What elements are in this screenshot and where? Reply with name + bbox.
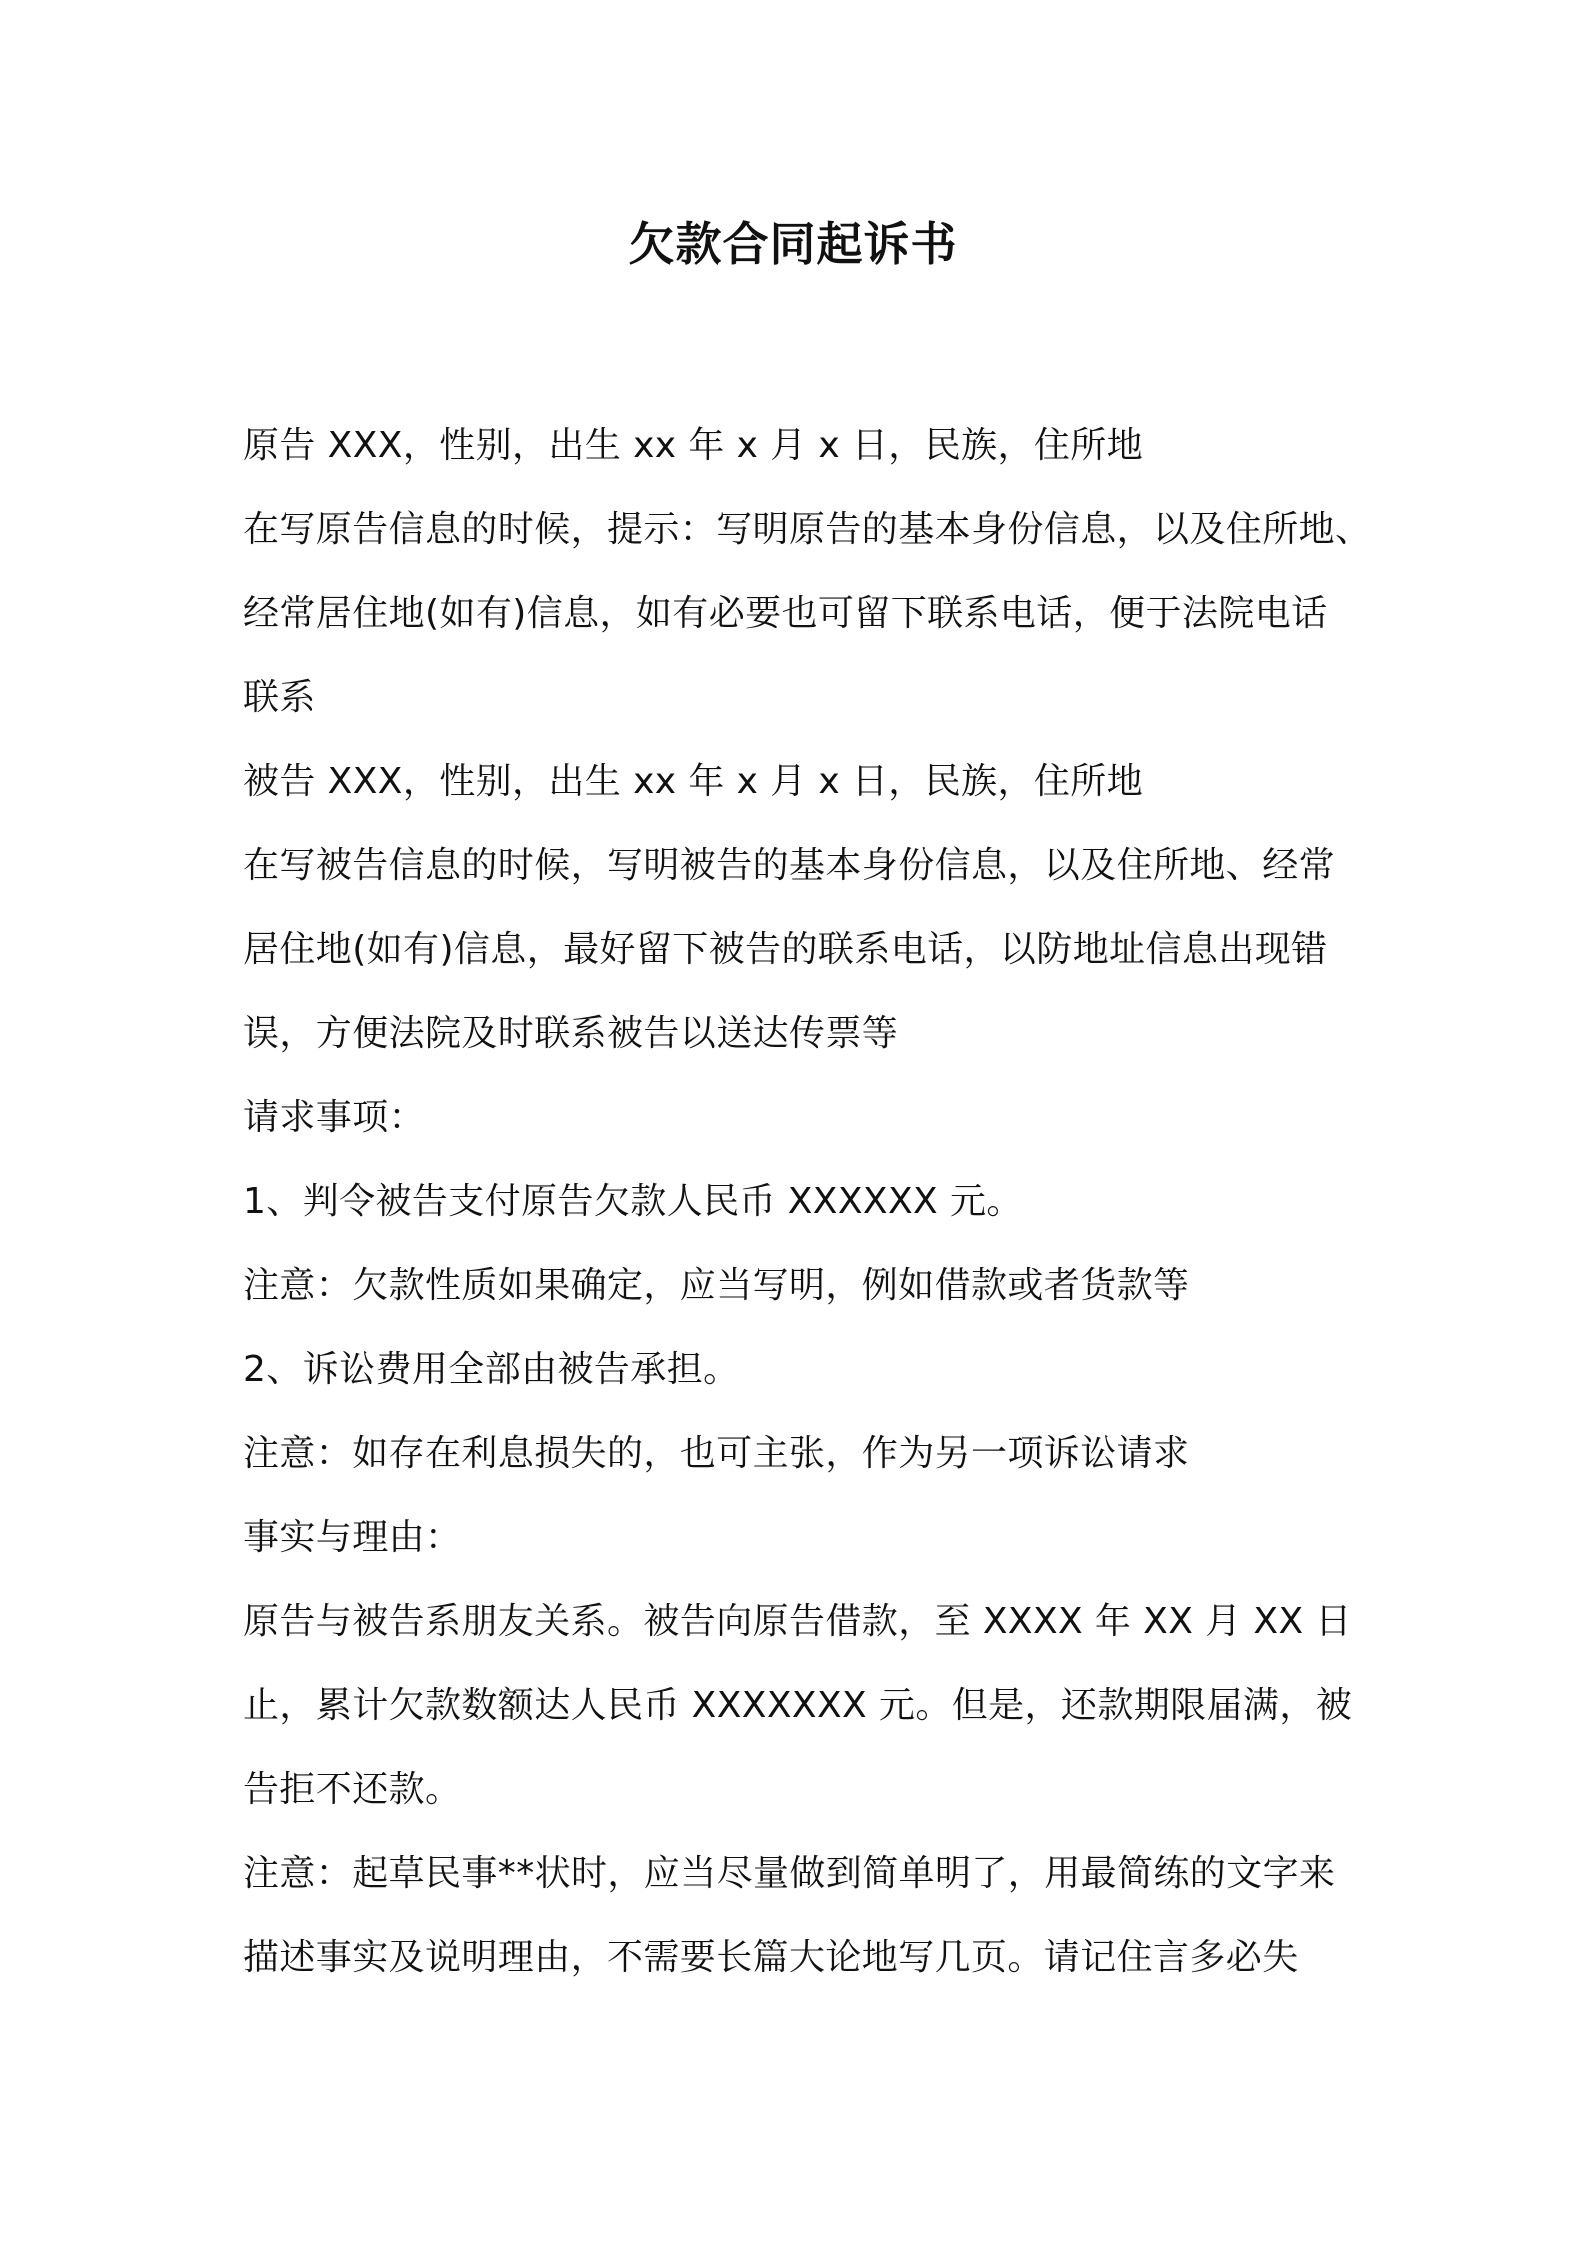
claims-heading: 请求事项：: [243, 1097, 426, 1138]
plaintiff-note-line-3: 联系: [243, 677, 316, 718]
facts-heading: 事实与理由：: [243, 1517, 462, 1558]
facts-line-2: 止，累计欠款数额达人民币 XXXXXXX 元。但是，还款期限届满，被: [243, 1685, 1353, 1726]
claim-note-2: 注意：如存在利息损失的，也可主张，作为另一项诉讼请求: [243, 1433, 1190, 1474]
plaintiff-note-line-2: 经常居住地(如有)信息，如有必要也可留下联系电话，便于法院电话: [243, 593, 1328, 634]
drafting-note-line-2: 描述事实及说明理由，不需要长篇大论地写几页。请记住言多必失: [243, 1937, 1299, 1978]
document-body: [243, 404, 1372, 2000]
defendant-note-line-3: 误，方便法院及时联系被告以送达传票等: [243, 1013, 899, 1054]
claim-note-1: 注意：欠款性质如果确定，应当写明，例如借款或者货款等: [243, 1265, 1190, 1306]
defendant-note-line-2: 居住地(如有)信息，最好留下被告的联系电话，以防地址信息出现错: [243, 929, 1328, 970]
plaintiff-info-line: 原告 XXX，性别，出生 xx 年 x 月 x 日，民族，住所地: [243, 425, 1144, 466]
defendant-note-line-1: 在写被告信息的时候，写明被告的基本身份信息，以及住所地、经常: [243, 845, 1336, 886]
page-title: 欠款合同起诉书: [628, 217, 958, 271]
plaintiff-note-line-1: 在写原告信息的时候，提示：写明原告的基本身份信息，以及住所地、: [243, 509, 1372, 550]
claim-item-2: 2、诉讼费用全部由被告承担。: [243, 1349, 740, 1390]
facts-line-3: 告拒不还款。: [243, 1769, 462, 1810]
drafting-note-line-1: 注意：起草民事**状时，应当尽量做到简单明了，用最简练的文字来: [243, 1853, 1336, 1894]
claim-item-1: 1、判令被告支付原告欠款人民币 XXXXXX 元。: [243, 1181, 1023, 1222]
facts-line-1: 原告与被告系朋友关系。被告向原告借款，至 XXXX 年 XX 月 XX 日: [243, 1601, 1352, 1642]
defendant-info-line: 被告 XXX，性别，出生 xx 年 x 月 x 日，民族，住所地: [243, 761, 1144, 802]
